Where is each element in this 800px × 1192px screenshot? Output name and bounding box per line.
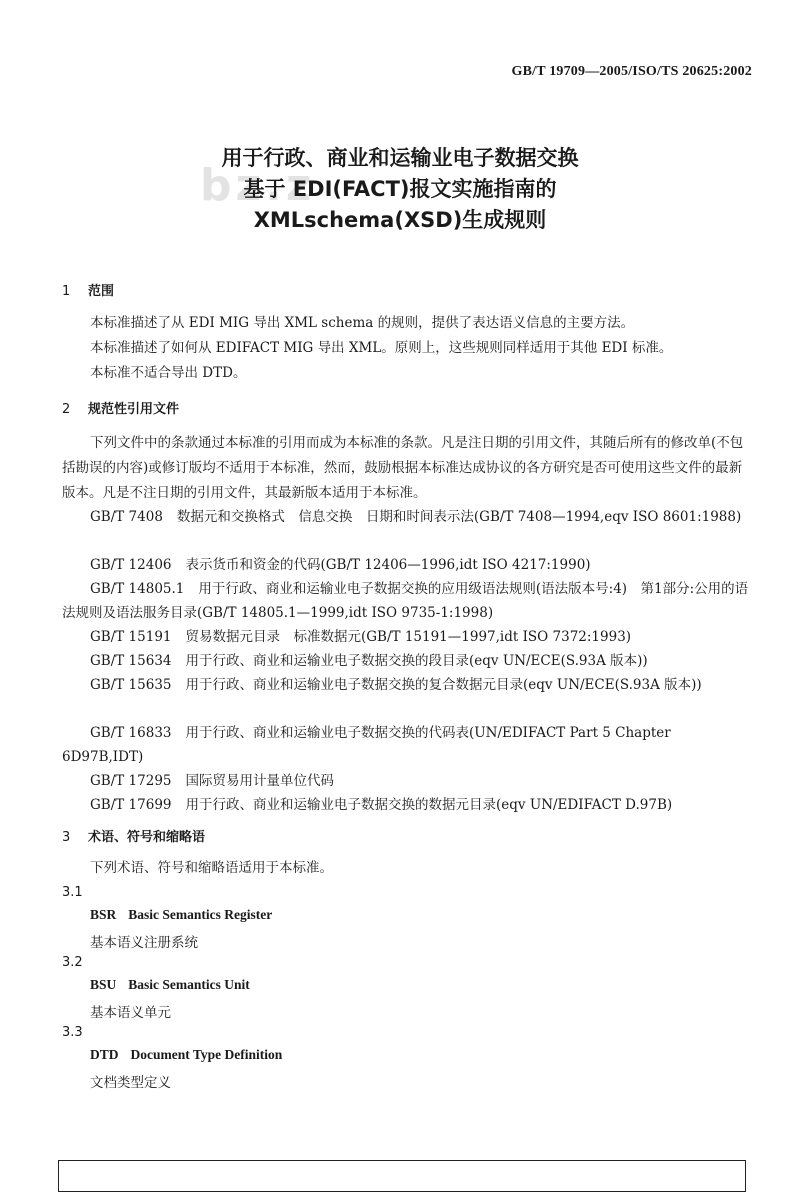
reference-item <box>62 673 752 697</box>
title-line-2: 基于 EDI(FACT)报文实施指南的 <box>243 177 557 201</box>
section-number: 2 <box>62 402 71 417</box>
term-chinese: 基本语义注册系统 <box>90 935 198 951</box>
reference-item <box>62 769 752 793</box>
term-abbreviation: BSU <box>90 977 117 992</box>
paragraph: 本标准描述了从 EDI MIG 导出 XML schema 的规则，提供了表达语义信息的主要方法。 <box>90 315 635 331</box>
term-definition-en: Basic Semantics Unit <box>128 977 250 992</box>
reference-text: 用于行政、商业和运输业电子数据交换的数据元目录(eqv UN/EDIFACT D.97B) <box>185 797 673 813</box>
reference-item <box>62 625 752 649</box>
term-abbreviation: DTD <box>90 1047 119 1062</box>
reference-text: 用于行政、商业和运输业电子数据交换的代码表(UN/EDIFACT Part 5 Chapter 6D97B,IDT) <box>62 725 671 765</box>
reference-item <box>62 793 752 817</box>
paragraph: 本标准不适合导出 DTD。 <box>90 365 247 381</box>
reference-code: GB/T 15635 <box>90 677 172 693</box>
term-definition-en: Document Type Definition <box>130 1047 283 1062</box>
reference-item <box>62 577 752 625</box>
reference-code: GB/T 7408 <box>90 509 163 525</box>
bottom-frame <box>58 1160 746 1192</box>
term-english <box>90 977 250 993</box>
reference-text: 用于行政、商业和运输业电子数据交换的应用级语法规则(语法版本号:4) 第1部分:公用的语法规则及语法服务目录(GB/T 14805.1—1999,idt ISO 9735-1:1998) <box>62 581 749 621</box>
standard-code: GB/T 19709—2005/ISO/TS 20625:2002 <box>511 64 752 79</box>
section-1-heading <box>62 280 114 299</box>
section-title: 范围 <box>88 284 115 299</box>
paragraph: 下列文件中的条款通过本标准的引用而成为本标准的条款。凡是注日期的引用文件，其随后所有的修改单(不包括勘误的内容)或修订版均不适用于本标准，然而，鼓励根据本标准达成协议的各方研究是否可使用这些文件的最新版本。凡是不注日期的引用文件，其最新版本适用于本标准。 <box>62 435 744 501</box>
title-line-3: XMLschema(XSD)生成规则 <box>253 208 547 232</box>
watermark: bz.z <box>200 160 316 211</box>
reference-item <box>62 505 752 529</box>
title-line-1: 用于行政、商业和运输业电子数据交换 <box>221 146 579 170</box>
section-number: 1 <box>62 284 71 299</box>
section-title: 术语、符号和缩略语 <box>88 830 206 845</box>
reference-item <box>62 721 752 769</box>
reference-text: 用于行政、商业和运输业电子数据交换的复合数据元目录(eqv UN/ECE(S.93A 版本)) <box>185 677 702 693</box>
reference-code: GB/T 17699 <box>90 797 172 813</box>
term-chinese: 文档类型定义 <box>90 1075 171 1091</box>
reference-code: GB/T 15191 <box>90 629 172 645</box>
term-number: 3.1 <box>62 885 83 900</box>
reference-code: GB/T 16833 <box>90 725 172 741</box>
section-3-heading <box>62 826 205 845</box>
term-english <box>90 1047 282 1063</box>
reference-text: 数据元和交换格式 信息交换 日期和时间表示法(GB/T 7408—1994,eqv ISO 8601:1988) <box>176 509 742 525</box>
reference-code: GB/T 12406 <box>90 557 172 573</box>
reference-item <box>62 649 752 673</box>
paragraph: 本标准描述了如何从 EDIFACT MIG 导出 XML。原则上，这些规则同样适用于其他 EDI 标准。 <box>90 340 673 356</box>
term-abbreviation: BSR <box>90 907 117 922</box>
term-english <box>90 907 272 923</box>
term-number: 3.3 <box>62 1025 83 1040</box>
section-2-heading <box>62 398 179 417</box>
reference-code: GB/T 14805.1 <box>90 581 185 597</box>
reference-code: GB/T 15634 <box>90 653 172 669</box>
reference-text: 国际贸易用计量单位代码 <box>185 773 334 789</box>
reference-code: GB/T 17295 <box>90 773 172 789</box>
paragraph: 下列术语、符号和缩略语适用于本标准。 <box>90 860 333 876</box>
term-number: 3.2 <box>62 955 83 970</box>
section-title: 规范性引用文件 <box>88 402 180 417</box>
term-definition-en: Basic Semantics Register <box>128 907 273 922</box>
reference-item <box>62 553 752 577</box>
section-number: 3 <box>62 830 71 845</box>
reference-text: 贸易数据元目录 标准数据元(GB/T 15191—1997,idt ISO 7372:1993) <box>185 629 632 645</box>
reference-text: 表示货币和资金的代码(GB/T 12406—1996,idt ISO 4217:1990) <box>185 557 591 573</box>
reference-text: 用于行政、商业和运输业电子数据交换的段目录(eqv UN/ECE(S.93A 版本)) <box>185 653 648 669</box>
term-chinese: 基本语义单元 <box>90 1005 171 1021</box>
